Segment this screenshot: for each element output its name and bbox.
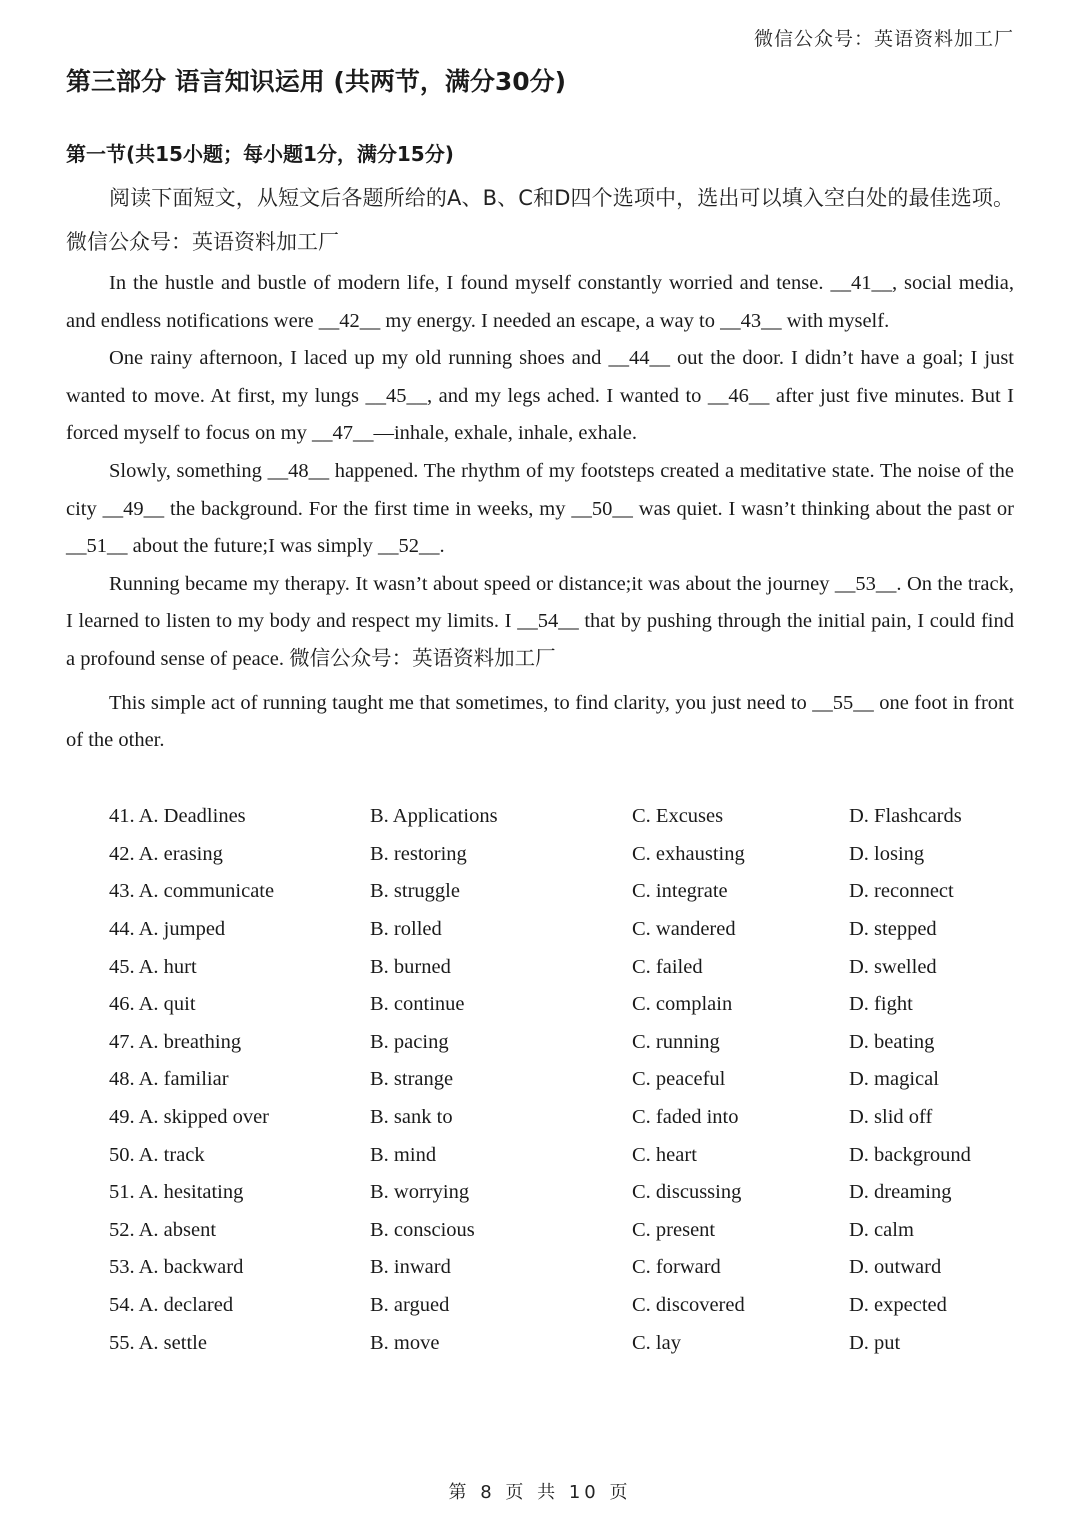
option-row-41 xyxy=(109,798,1014,836)
option-b: B. inward xyxy=(370,1256,451,1279)
option-d: D. stepped xyxy=(849,918,937,941)
blank-53: __53__ xyxy=(834,572,897,595)
option-row-50 xyxy=(109,1136,1014,1174)
blank-55: __55__ xyxy=(812,691,874,714)
option-d: D. put xyxy=(849,1331,901,1354)
option-a: 54. A. declared xyxy=(109,1294,234,1317)
option-d: D. expected xyxy=(849,1294,947,1317)
option-c: C. discussing xyxy=(632,1181,742,1204)
option-row-51 xyxy=(109,1174,1014,1212)
option-c: C. exhausting xyxy=(632,842,745,865)
option-b: B. move xyxy=(370,1331,440,1354)
option-b: B. rolled xyxy=(370,918,442,941)
option-a: 41. A. Deadlines xyxy=(109,805,246,828)
option-row-47 xyxy=(109,1024,1014,1062)
option-d: D. magical xyxy=(849,1068,939,1091)
option-c: C. failed xyxy=(632,955,703,978)
option-row-43 xyxy=(109,873,1014,911)
option-d: D. losing xyxy=(849,842,925,865)
option-c: C. discovered xyxy=(632,1294,745,1317)
option-row-54 xyxy=(109,1287,1014,1325)
option-c: C. faded into xyxy=(632,1106,739,1129)
option-b: B. worrying xyxy=(370,1181,470,1204)
blank-47: __47__ xyxy=(311,422,374,445)
passage-paragraph-1: In the hustle and bustle of modern life, I found myself constantly worried and tense. __41__, social media, and endless notifications were __42__ my energy. I needed an escape, a way to __43__ with myself. xyxy=(66,272,1015,332)
option-a: 51. A. hesitating xyxy=(109,1181,244,1204)
option-a: 43. A. communicate xyxy=(109,880,275,903)
blank-45: __45__ xyxy=(365,384,428,407)
header-watermark-note: 微信公众号：英语资料加工厂 xyxy=(753,28,1014,50)
option-a: 42. A. erasing xyxy=(109,842,223,865)
option-a: 44. A. jumped xyxy=(109,918,226,941)
option-c: C. forward xyxy=(632,1256,721,1279)
passage-paragraph-5: This simple act of running taught me that sometimes, to find clarity, you just need to __55__ one foot in front of the other. xyxy=(66,691,1014,752)
blank-43: __43__ xyxy=(720,309,782,332)
option-b: B. continue xyxy=(370,993,465,1016)
option-row-45 xyxy=(109,948,1014,986)
option-c: C. peaceful xyxy=(632,1068,726,1091)
option-a: 46. A. quit xyxy=(109,993,196,1016)
option-c: C. complain xyxy=(632,993,733,1016)
page-number: 第 8 页 共 10 页 xyxy=(448,1482,632,1503)
option-a: 49. A. skipped over xyxy=(109,1106,269,1129)
option-b: B. conscious xyxy=(370,1218,475,1241)
option-c: C. present xyxy=(632,1218,716,1241)
option-b: B. pacing xyxy=(370,1030,449,1053)
option-a: 52. A. absent xyxy=(109,1218,217,1241)
option-d: D. reconnect xyxy=(849,880,954,903)
blank-54: __54__ xyxy=(517,610,579,633)
option-c: C. lay xyxy=(632,1331,681,1354)
option-row-49 xyxy=(109,1099,1014,1137)
option-a: 45. A. hurt xyxy=(109,955,197,978)
option-d: D. calm xyxy=(849,1218,914,1241)
instructions: 阅读下面短文，从短文后各题所给的A、B、C和D四个选项中，选出可以填入空白处的最佳选项。微信公众号：英语资料加工厂 xyxy=(66,186,1014,254)
answer-options xyxy=(109,798,1014,1362)
option-row-52 xyxy=(109,1212,1014,1250)
cloze-passage xyxy=(66,265,1014,760)
passage-paragraph-3: Slowly, something __48__ happened. The rhythm of my footsteps created a meditative state. The noise of the city __49__ the background. For the first time in weeks, my __50__ was quiet. I wasn’t thinking about the past or __51__ about the future;I was simply __52__. xyxy=(66,459,1014,558)
blank-42: __42__ xyxy=(318,309,381,332)
option-c: C. integrate xyxy=(632,880,728,903)
blank-50: __50__ xyxy=(571,497,633,520)
option-d: D. swelled xyxy=(849,955,937,978)
option-d: D. fight xyxy=(849,993,913,1016)
option-d: D. outward xyxy=(849,1256,942,1279)
blank-51: __51__ xyxy=(66,535,128,558)
option-a: 48. A. familiar xyxy=(109,1068,229,1091)
option-d: D. beating xyxy=(849,1030,935,1053)
option-b: B. argued xyxy=(370,1294,450,1317)
section-title: 第一节(共15小题；每小题1分，满分15分) xyxy=(66,142,454,166)
option-a: 53. A. backward xyxy=(109,1256,244,1279)
passage-paragraph-2: One rainy afternoon, I laced up my old running shoes and __44__ out the door. I didn’t have a goal; I just wanted to move. At first, my lungs __45__, and my legs ached. I wanted to __46__ after just five minutes. But I forced myself to focus on my __47__—inhale, exhale, inhale, exhale. xyxy=(66,347,1015,445)
option-a: 47. A. breathing xyxy=(109,1030,242,1053)
option-row-48 xyxy=(109,1061,1014,1099)
option-row-53 xyxy=(109,1249,1014,1287)
blank-52: __52__ xyxy=(378,535,440,558)
option-b: B. burned xyxy=(370,955,451,978)
blank-46: __46__ xyxy=(707,384,770,407)
passage-paragraph-4: Running became my therapy. It wasn’t about speed or distance;it was about the journey __53__. On the track, I learned to listen to my body and respect my limits. I __54__ that by pushing through the initial pain, I could find a profound sense of peace. 微信公众号：英语资料加工厂 xyxy=(66,572,1014,670)
option-d: D. background xyxy=(849,1143,971,1166)
blank-48: __48__ xyxy=(267,459,330,482)
option-c: C. heart xyxy=(632,1143,697,1166)
option-b: B. mind xyxy=(370,1143,437,1166)
blank-49: __49__ xyxy=(102,497,165,520)
option-b: B. strange xyxy=(370,1068,454,1091)
part-title: 第三部分 语言知识运用 (共两节，满分30分) xyxy=(66,67,567,96)
option-b: B. sank to xyxy=(370,1106,453,1129)
option-row-44 xyxy=(109,911,1014,949)
option-d: D. slid off xyxy=(849,1106,933,1129)
option-row-55 xyxy=(109,1324,1014,1362)
option-c: C. wandered xyxy=(632,918,736,941)
option-d: D. dreaming xyxy=(849,1181,952,1204)
option-a: 50. A. track xyxy=(109,1143,205,1166)
option-b: B. restoring xyxy=(370,842,467,865)
blank-41: __41__ xyxy=(830,272,892,294)
option-b: B. struggle xyxy=(370,880,460,903)
option-b: B. Applications xyxy=(370,805,498,828)
option-row-46 xyxy=(109,986,1014,1024)
option-a: 55. A. settle xyxy=(109,1331,207,1354)
option-c: C. running xyxy=(632,1030,720,1053)
option-c: C. Excuses xyxy=(632,805,724,828)
option-d: D. Flashcards xyxy=(849,805,962,828)
blank-44: __44__ xyxy=(608,347,670,370)
option-row-42 xyxy=(109,836,1014,874)
